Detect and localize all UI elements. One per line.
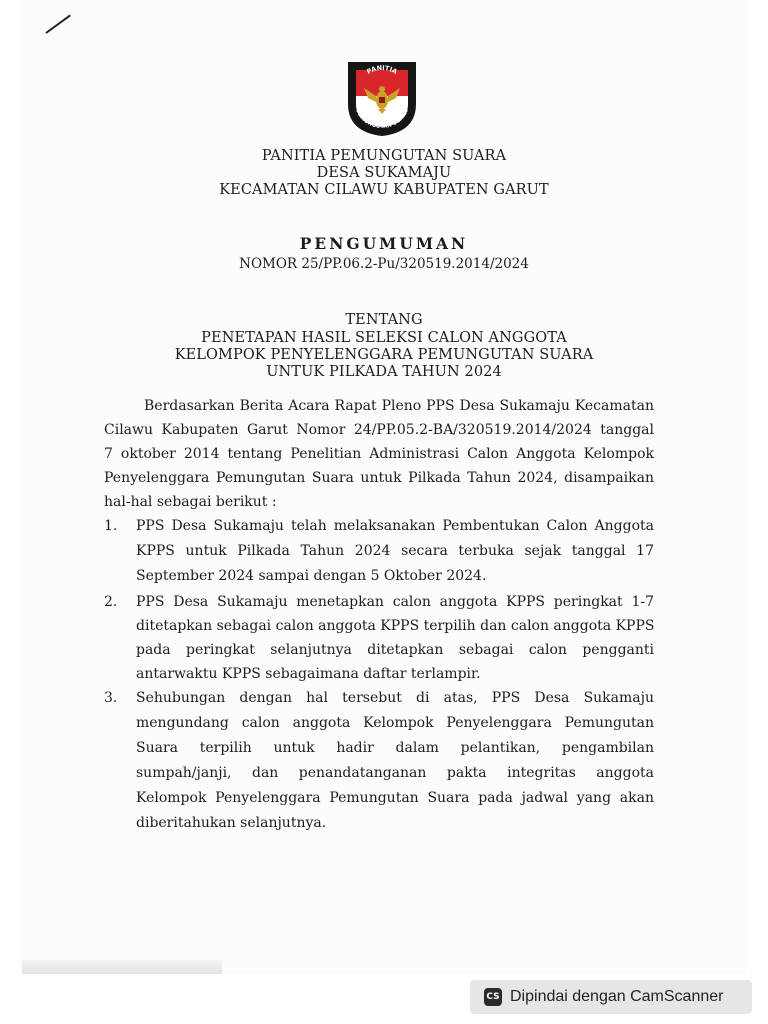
item-line: sumpah/janji, dan penandatanganan pakta integritas anggota [136, 765, 654, 781]
item-line: Suara terpilih untuk hadir dalam pelantikan, pengambilan [136, 740, 654, 756]
intro-line: hal-hal sebagai berikut : [104, 494, 277, 510]
document-number: NOMOR 25/PP.06.2-Pu/320519.2014/2024 [239, 256, 529, 272]
item-line: mengundang calon anggota Kelompok Penyelenggara Pemungutan [136, 715, 654, 731]
item-line: antarwaktu KPPS sebagaimana daftar terlampir. [136, 666, 481, 682]
tentang-label: TENTANG [345, 312, 423, 328]
item-number: 1. [104, 518, 118, 534]
subject-line-2: KELOMPOK PENYELENGGARA PEMUNGUTAN SUARA [174, 347, 594, 363]
logo-arc-bottom: PEMUNGUTAN SUARA [354, 108, 410, 131]
camscanner-text: Dipindai dengan CamScanner [510, 988, 724, 1005]
camscanner-icon: CS [484, 988, 502, 1006]
logo-arc-top: PANITIA [365, 63, 399, 76]
item-line: PPS Desa Sukamaju menetapkan calon anggota KPPS peringkat 1-7 [136, 594, 654, 610]
intro-line: 7 oktober 2014 tentang Penelitian Administrasi Calon Anggota Kelompok [104, 446, 654, 462]
item-line: KPPS untuk Pilkada Tahun 2024 secara terbuka sejak tanggal 17 [136, 543, 654, 559]
item-number: 2. [104, 594, 118, 610]
item-line: diberitahukan selanjutnya. [136, 815, 327, 831]
item-line: September 2024 sampai dengan 5 Oktober 2024. [136, 568, 487, 584]
header-line-2: DESA SUKAMAJU [316, 165, 452, 181]
item-line: PPS Desa Sukamaju telah melaksanakan Pembentukan Calon Anggota [136, 518, 654, 534]
item-line: ditetapkan sebagai calon anggota KPPS terpilih dan calon anggota KPPS [136, 618, 655, 634]
item-number: 3. [104, 690, 118, 706]
item-line: Kelompok Penyelenggara Pemungutan Suara pada jadwal yang akan [136, 790, 654, 806]
intro-line: Penyelenggara Pemungutan Suara untuk Pilkada Tahun 2024, disampaikan [104, 470, 654, 486]
page-edge-shadow [22, 960, 222, 974]
item-line: Sehubungan dengan hal tersebut di atas, PPS Desa Sukamaju [136, 690, 654, 706]
subject-line-1: PENETAPAN HASIL SELEKSI CALON ANGGOTA [201, 330, 567, 346]
header-line-3: KECAMATAN CILAWU KABUPATEN GARUT [219, 182, 549, 198]
camscanner-watermark [470, 980, 752, 1014]
subject-line-3: UNTUK PILKADA TAHUN 2024 [266, 364, 502, 380]
pps-logo [344, 56, 420, 138]
header-line-1: PANITIA PEMUNGUTAN SUARA [261, 148, 507, 164]
intro-line: Berdasarkan Berita Acara Rapat Pleno PPS Desa Sukamaju Kecamatan [144, 398, 654, 414]
item-line: pada peringkat selanjutnya ditetapkan sebagai calon pengganti [136, 642, 654, 658]
document-title: PENGUMUMAN [299, 234, 469, 253]
intro-line: Cilawu Kabupaten Garut Nomor 24/PP.05.2-BA/320519.2014/2024 tanggal [104, 422, 654, 438]
